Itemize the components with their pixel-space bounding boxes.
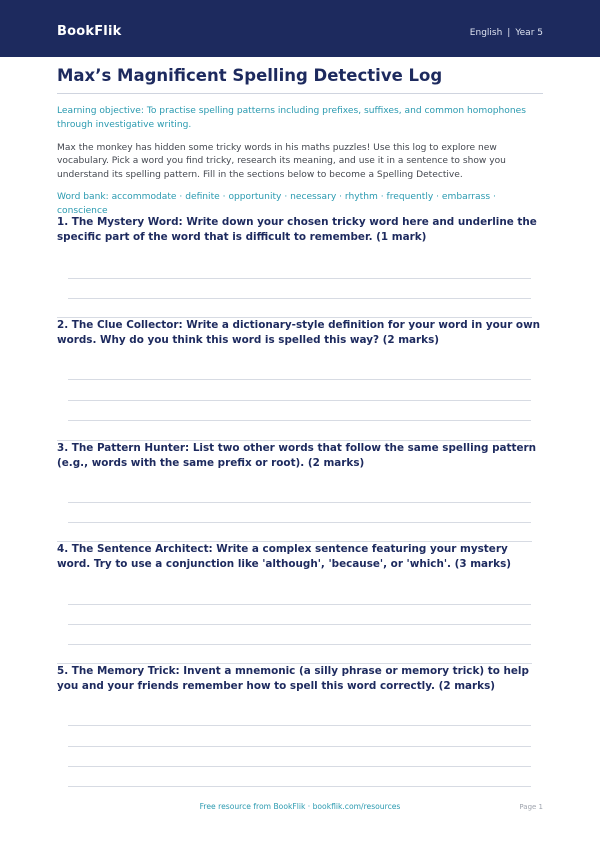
question-4: 4. The Sentence Architect: Write a complex sentence featuring your mystery word. Try to use a conjunction like 'although', 'because', or 'which'. (3 marks) — [57, 543, 512, 571]
intro-paragraph: Max the monkey has hidden some tricky words in his maths puzzles! Use this log to explore new vocabulary. Pick a word you find tricky, research its meaning, and use it in a sentence to show you understand its spelling pattern. Fill in the sections below to become a Spelling Detective. — [57, 142, 506, 181]
question-2: 2. The Clue Collector: Write a dictionary-style definition for your word in your own words. Why do you think this word is spelled this way? (2 marks) — [57, 319, 541, 347]
word-separator: · — [176, 191, 186, 202]
word-bank-word: accommodate — [111, 191, 177, 202]
answer-line[interactable] — [68, 379, 531, 380]
word-separator: · — [336, 191, 345, 202]
answer-line[interactable] — [68, 420, 531, 421]
answer-line[interactable] — [68, 604, 531, 605]
answer-line[interactable] — [68, 786, 531, 787]
word-separator: · — [433, 191, 442, 202]
word-bank-word: rhythm — [344, 191, 378, 202]
page-number: Page 1 — [519, 803, 543, 811]
meta-separator: | — [507, 28, 511, 38]
word-separator: · — [377, 191, 387, 202]
word-bank-word: frequently — [386, 191, 434, 202]
subject-label: English — [469, 28, 503, 38]
answer-line[interactable] — [68, 725, 531, 726]
header-bar — [0, 0, 600, 57]
answer-line[interactable] — [68, 746, 531, 747]
question-5: 5. The Memory Trick: Invent a mnemonic (a silly phrase or memory trick) to help you and your friends remember how to spell this word correctly. (2 marks) — [57, 665, 529, 693]
word-bank-word: conscience — [57, 205, 108, 216]
word-bank-word: definite — [185, 191, 220, 202]
word-separator: · — [490, 191, 496, 202]
word-bank-word: embarrass — [441, 191, 491, 202]
answer-line[interactable] — [68, 766, 531, 767]
footer-text[interactable]: Free resource from BookFlik · bookflik.com/resources — [199, 802, 401, 811]
page-title: Max’s Magnificent Spelling Detective Log — [57, 66, 443, 85]
answer-line[interactable] — [68, 522, 531, 523]
intro-section — [57, 65, 543, 219]
answer-line[interactable] — [68, 278, 531, 279]
year-label: Year 5 — [515, 28, 543, 38]
word-bank-word: opportunity — [228, 191, 282, 202]
answer-line[interactable] — [68, 624, 531, 625]
answer-line[interactable] — [68, 400, 531, 401]
answer-line[interactable] — [68, 298, 531, 299]
word-bank-label: Word bank: — [57, 191, 112, 202]
question-1: 1. The Mystery Word: Write down your chosen tricky word here and underline the specific part of the word that is difficult to remember. (1 mark) — [57, 216, 537, 244]
brand-logo[interactable]: BookFlik — [57, 24, 122, 39]
word-bank-word: necessary — [290, 191, 337, 202]
question-3: 3. The Pattern Hunter: List two other words that follow the same spelling pattern (e.g., words with the same prefix or root). (2 marks) — [57, 442, 537, 470]
answer-line[interactable] — [68, 644, 531, 645]
learning-objective: Learning objective: To practise spelling patterns including prefixes, suffixes, and common homophones through investigative writing. — [57, 106, 526, 130]
word-separator: · — [281, 191, 291, 202]
subject-year — [470, 28, 543, 38]
answer-line[interactable] — [68, 502, 531, 503]
title-divider — [57, 93, 543, 94]
word-separator: · — [219, 191, 229, 202]
